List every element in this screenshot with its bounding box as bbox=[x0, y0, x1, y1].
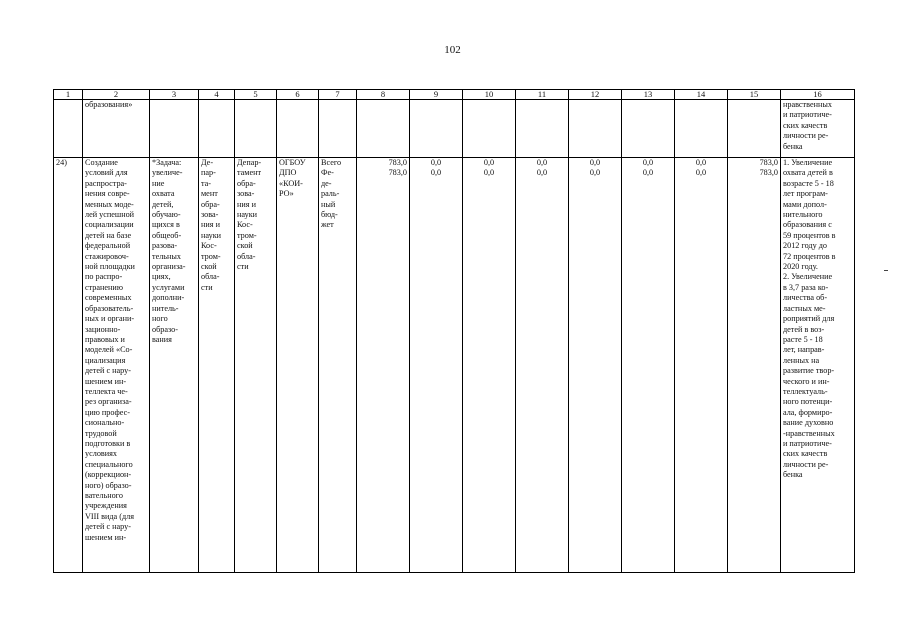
text-line: развитие твор- bbox=[783, 366, 835, 376]
text-line: Депар- bbox=[237, 158, 262, 167]
text-line: образо- bbox=[152, 324, 178, 334]
text-line: детей на базе bbox=[85, 230, 132, 240]
text-line: охвата детей в bbox=[783, 168, 833, 178]
header-cell-7: 7 bbox=[319, 90, 357, 100]
text-line: правовых и bbox=[85, 334, 125, 344]
text-line: ния и bbox=[201, 220, 220, 230]
value-total: 0,0 bbox=[695, 158, 707, 167]
header-cell-6: 6 bbox=[277, 90, 319, 100]
cell-row-number: 24) bbox=[54, 158, 83, 573]
cell-value bbox=[728, 158, 781, 573]
header-cell-16: 16 bbox=[781, 90, 855, 100]
text-line: науки bbox=[201, 230, 222, 240]
text-line: специального bbox=[85, 459, 133, 469]
text-line: расте 5 - 18 bbox=[783, 334, 823, 344]
text-line: услугами bbox=[152, 282, 185, 292]
header-cell-12: 12 bbox=[569, 90, 622, 100]
text-line: шением ин- bbox=[85, 532, 127, 542]
cell bbox=[235, 100, 277, 158]
text-line: нительного bbox=[783, 210, 823, 220]
header-cell-5: 5 bbox=[235, 90, 277, 100]
text-line: образования с bbox=[783, 220, 832, 230]
text-line: науки bbox=[237, 210, 258, 220]
text-line: возрасте 5 - 18 bbox=[783, 178, 834, 188]
text-line: «КОИ- bbox=[279, 178, 303, 188]
cell bbox=[516, 100, 569, 158]
text-line: мами допол- bbox=[783, 199, 827, 209]
text-line: организа- bbox=[152, 262, 186, 272]
text-line: трудовой bbox=[85, 428, 117, 438]
value-federal: 0,0 bbox=[483, 168, 495, 178]
cell-measure-continued bbox=[83, 100, 150, 158]
text-line: лет програм- bbox=[783, 189, 828, 199]
text-line: тамент bbox=[237, 168, 262, 178]
text-line: роприятий для bbox=[783, 314, 835, 324]
text-line: образователь- bbox=[85, 303, 134, 313]
cell bbox=[319, 100, 357, 158]
funding-total-label: Всего bbox=[321, 158, 342, 167]
text-line: подготовки в bbox=[85, 438, 131, 448]
funding-federal-label: жет bbox=[321, 220, 334, 230]
text-line: ских качеств bbox=[783, 449, 828, 459]
text-line: мент bbox=[201, 189, 218, 199]
header-cell-1: 1 bbox=[54, 90, 83, 100]
text-line: разова- bbox=[152, 241, 178, 251]
cell-organization bbox=[277, 158, 319, 573]
text-line: тельных bbox=[152, 251, 182, 261]
funding-federal-label: раль- bbox=[321, 189, 340, 199]
text-line: обучаю- bbox=[152, 210, 181, 220]
cell bbox=[150, 100, 199, 158]
text-line: ного bbox=[152, 314, 168, 324]
text-line: (коррекцион- bbox=[85, 470, 132, 480]
value-total: 0,0 bbox=[642, 158, 654, 167]
text-line: моделей «Со- bbox=[85, 345, 133, 355]
table-header-row bbox=[54, 90, 855, 100]
text-line: личности ре- bbox=[783, 459, 829, 469]
text-line: теллектуаль- bbox=[783, 386, 828, 396]
value-total: 0,0 bbox=[536, 158, 548, 167]
text-line: нитель- bbox=[152, 303, 179, 313]
text-line: личности ре- bbox=[783, 131, 829, 141]
text-line: ленных на bbox=[783, 355, 820, 365]
value-federal: 0,0 bbox=[430, 168, 442, 178]
table-row bbox=[54, 100, 855, 158]
cell bbox=[728, 100, 781, 158]
text-line: РО» bbox=[279, 189, 294, 199]
cell bbox=[277, 100, 319, 158]
cell-funding-source bbox=[319, 158, 357, 573]
header-cell-8: 8 bbox=[357, 90, 410, 100]
text-line: ных и органи- bbox=[85, 314, 135, 324]
text-line: детей с нару- bbox=[85, 522, 131, 532]
cell bbox=[410, 100, 463, 158]
text-line: сти bbox=[201, 282, 213, 292]
text-line: вательного bbox=[85, 491, 123, 500]
text-line: менных моде- bbox=[85, 199, 134, 209]
text-line: лет, направ- bbox=[783, 345, 825, 355]
table-row bbox=[54, 158, 855, 573]
text-line: цию профес- bbox=[85, 407, 130, 417]
text-line: условий для bbox=[85, 168, 128, 178]
cell bbox=[463, 100, 516, 158]
value-total: 783,0 bbox=[388, 158, 407, 167]
cell bbox=[54, 100, 83, 158]
cell-expected-result bbox=[781, 158, 855, 573]
text-line: учреждения bbox=[85, 501, 127, 511]
text-line: обра- bbox=[237, 178, 256, 188]
text-line: ских качеств bbox=[783, 120, 828, 130]
header-cell-4: 4 bbox=[199, 90, 235, 100]
header-cell-3: 3 bbox=[150, 90, 199, 100]
cell bbox=[357, 100, 410, 158]
text-line: Де- bbox=[201, 158, 214, 167]
text-line: вания bbox=[152, 334, 172, 344]
cell-value bbox=[357, 158, 410, 573]
cell-value bbox=[622, 158, 675, 573]
text-line: распростра- bbox=[85, 178, 127, 188]
text-line: в 3,7 раза ко- bbox=[783, 282, 829, 292]
value-federal: 0,0 bbox=[642, 168, 654, 178]
text-line: 2020 году. bbox=[783, 262, 818, 272]
cell-value bbox=[675, 158, 728, 573]
text-line: вание духовно bbox=[783, 418, 834, 428]
text-line: ного) образо- bbox=[85, 480, 132, 490]
text-line: ОГБОУ bbox=[279, 158, 306, 167]
text-line: социализации bbox=[85, 220, 134, 230]
text-line: бенка bbox=[783, 141, 803, 151]
text-line: охвата bbox=[152, 189, 175, 199]
text-line: -нравственных bbox=[783, 428, 835, 438]
text-line: ния и bbox=[237, 199, 256, 209]
cell-coexecutor bbox=[235, 158, 277, 573]
text-line: пар- bbox=[201, 168, 216, 178]
value-federal: 0,0 bbox=[536, 168, 548, 178]
cell-goal bbox=[150, 158, 199, 573]
value-federal: 783,0 bbox=[388, 168, 407, 178]
header-cell-13: 13 bbox=[622, 90, 675, 100]
text-line: сионально- bbox=[85, 418, 125, 428]
text-line: федеральной bbox=[85, 241, 131, 251]
funding-federal-label: бюд- bbox=[321, 210, 338, 220]
text-line: Кос- bbox=[237, 220, 253, 230]
value-total: 0,0 bbox=[589, 158, 601, 167]
cell-measure-name bbox=[83, 158, 150, 573]
text-line: *Задача: bbox=[152, 158, 182, 167]
text-line: Кос- bbox=[201, 241, 217, 251]
text-line: Создание bbox=[85, 158, 118, 167]
header-cell-10: 10 bbox=[463, 90, 516, 100]
text-line: циализация bbox=[85, 355, 126, 365]
text-line: ной площадки bbox=[85, 262, 135, 272]
text-line: зова- bbox=[201, 210, 219, 220]
text-line: 2012 году до bbox=[783, 241, 827, 251]
text-line: и патриотиче- bbox=[783, 438, 832, 448]
text-line: рез организа- bbox=[85, 397, 132, 407]
text-line: стажировоч- bbox=[85, 251, 129, 261]
text-line: сти bbox=[237, 262, 249, 272]
funding-federal-label: Фе- bbox=[321, 168, 334, 178]
page-number: 102 bbox=[444, 44, 461, 56]
cell-value bbox=[463, 158, 516, 573]
text-line: циях, bbox=[152, 272, 171, 282]
text-line: бенка bbox=[783, 470, 803, 480]
value-federal: 0,0 bbox=[695, 168, 707, 178]
cell-value bbox=[569, 158, 622, 573]
text-line: ного потенци- bbox=[783, 397, 833, 407]
header-cell-2: 2 bbox=[83, 90, 150, 100]
value-federal: 0,0 bbox=[589, 168, 601, 178]
text-line: и патриотиче- bbox=[783, 110, 832, 120]
text-line: условиях bbox=[85, 449, 118, 459]
text-line: странению bbox=[85, 282, 123, 292]
text-line: увеличе- bbox=[152, 168, 183, 178]
margin-mark bbox=[884, 270, 888, 271]
text-line: тром- bbox=[237, 230, 257, 240]
text-line: нравственных bbox=[783, 100, 832, 109]
text-line: ской bbox=[237, 241, 253, 251]
budget-table bbox=[53, 89, 855, 573]
cell bbox=[199, 100, 235, 158]
text-line: 72 процентов в bbox=[783, 251, 836, 261]
text-line: 2. Увеличение bbox=[783, 272, 833, 282]
text-line: 59 процентов в bbox=[783, 230, 836, 240]
value-total: 0,0 bbox=[430, 158, 442, 167]
text-line: ние bbox=[152, 178, 165, 188]
text-line: зова- bbox=[237, 189, 255, 199]
text-line: та- bbox=[201, 178, 212, 188]
text-line: теллекта че- bbox=[85, 386, 128, 396]
header-cell-9: 9 bbox=[410, 90, 463, 100]
text-line: современных bbox=[85, 293, 132, 303]
cell-result-continued bbox=[781, 100, 855, 158]
text-line: обла- bbox=[201, 272, 220, 282]
text-line: зационно- bbox=[85, 324, 121, 334]
text-line: ческого и ин- bbox=[783, 376, 830, 386]
text-line: щихся в bbox=[152, 220, 180, 230]
text-line: детей, bbox=[152, 199, 174, 209]
text-line: детей в воз- bbox=[783, 324, 825, 334]
text-line: обра- bbox=[201, 199, 220, 209]
text-line: обла- bbox=[237, 251, 256, 261]
funding-federal-label: де- bbox=[321, 178, 332, 188]
cell-value bbox=[516, 158, 569, 573]
value-federal: 783,0 bbox=[759, 168, 778, 178]
header-cell-11: 11 bbox=[516, 90, 569, 100]
text-line: ала, формиро- bbox=[783, 407, 833, 417]
text-line: по распро- bbox=[85, 272, 123, 282]
header-cell-14: 14 bbox=[675, 90, 728, 100]
cell-value bbox=[410, 158, 463, 573]
value-total: 0,0 bbox=[483, 158, 495, 167]
cell bbox=[569, 100, 622, 158]
text-line: ДПО bbox=[279, 168, 297, 178]
text-line: общеоб- bbox=[152, 230, 182, 240]
text-line: VIII вида (для bbox=[85, 511, 134, 521]
cell bbox=[675, 100, 728, 158]
text-line: ластных ме- bbox=[783, 303, 826, 313]
text-line: личества об- bbox=[783, 293, 828, 303]
text-line: детей с нару- bbox=[85, 366, 131, 376]
text-line: лей успешной bbox=[85, 210, 135, 220]
cell-responsible bbox=[199, 158, 235, 573]
cell bbox=[622, 100, 675, 158]
text-line: тром- bbox=[201, 251, 221, 261]
text-line: ской bbox=[201, 262, 217, 272]
text-line: дополни- bbox=[152, 293, 185, 303]
funding-federal-label: ный bbox=[321, 199, 336, 209]
header-cell-15: 15 bbox=[728, 90, 781, 100]
text-line: шением ин- bbox=[85, 376, 127, 386]
text-line: нения совре- bbox=[85, 189, 130, 199]
value-total: 783,0 bbox=[759, 158, 778, 167]
text-line: 1. Увеличение bbox=[783, 158, 833, 167]
text-line: образования» bbox=[85, 100, 133, 109]
